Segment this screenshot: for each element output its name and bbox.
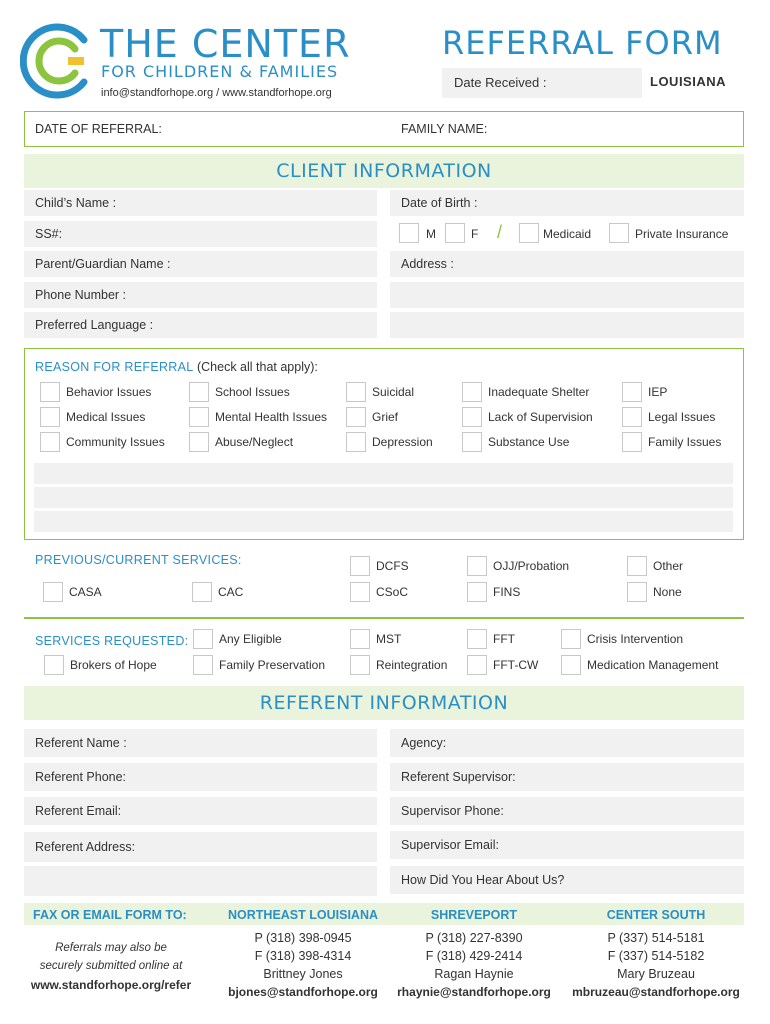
casa-label: CASA <box>69 585 102 599</box>
family-preservation-checkbox[interactable] <box>193 655 213 675</box>
abuse-neglect-checkbox[interactable] <box>189 432 209 452</box>
gender-slash: / <box>497 222 503 242</box>
cac-label: CAC <box>218 585 244 599</box>
office-name: CENTER SOUTH <box>606 908 706 922</box>
office-email[interactable]: mbruzeau@standforhope.org <box>572 985 740 999</box>
family-name-field[interactable]: FAMILY NAME: <box>401 122 488 136</box>
referent-email-field[interactable]: Referent Email: <box>24 797 377 825</box>
other-checkbox[interactable] <box>627 556 647 576</box>
contact-line: info@standforhope.org / www.standforhope.org <box>101 87 332 99</box>
services-requested-label: SERVICES REQUESTED: <box>35 634 189 648</box>
any-eligible-checkbox[interactable] <box>193 629 213 649</box>
brokers-of-hope-label: Brokers of Hope <box>70 658 157 672</box>
dcfs-label: DCFS <box>376 559 409 573</box>
female-checkbox[interactable] <box>445 223 465 243</box>
logo-subtitle: FOR CHILDREN & FAMILIES <box>101 62 339 81</box>
iep-checkbox[interactable] <box>622 382 642 402</box>
grief-checkbox[interactable] <box>346 407 366 427</box>
reason-note: (Check all that apply): <box>193 360 318 374</box>
crisis-intervention-label: Crisis Intervention <box>587 632 684 646</box>
supervisor-email-field[interactable]: Supervisor Email: <box>390 831 744 859</box>
section-divider <box>24 617 744 619</box>
client-info-heading: CLIENT INFORMATION <box>24 154 744 188</box>
behavior-issues-label: Behavior Issues <box>66 385 152 399</box>
inadequate-shelter-checkbox[interactable] <box>462 382 482 402</box>
online-note: Referrals may also be <box>55 942 167 954</box>
depression-checkbox[interactable] <box>346 432 366 452</box>
medication-management-label: Medication Management <box>587 658 719 672</box>
medical-issues-label: Medical Issues <box>66 410 146 424</box>
fft-label: FFT <box>493 632 515 646</box>
community-issues-label: Community Issues <box>66 435 165 449</box>
family-preservation-label: Family Preservation <box>219 658 326 672</box>
csoc-label: CSoC <box>376 585 409 599</box>
lack-of-supervision-checkbox[interactable] <box>462 407 482 427</box>
childs-name-field[interactable]: Child’s Name : <box>24 190 377 216</box>
inadequate-shelter-label: Inadequate Shelter <box>488 385 590 399</box>
fins-label: FINS <box>493 585 521 599</box>
fins-checkbox[interactable] <box>467 582 487 602</box>
legal-issues-checkbox[interactable] <box>622 407 642 427</box>
reason-title: REASON FOR REFERRAL <box>35 360 194 374</box>
other-label: Other <box>653 559 684 573</box>
ojj-probation-label: OJJ/Probation <box>493 559 570 573</box>
school-issues-checkbox[interactable] <box>189 382 209 402</box>
office-contact: Brittney Jones <box>263 967 343 981</box>
reason-notes-line[interactable] <box>34 487 733 508</box>
office-fax: F (318) 429-2414 <box>425 949 523 963</box>
legal-issues-label: Legal Issues <box>648 410 716 424</box>
substance-use-label: Substance Use <box>488 435 570 449</box>
lack-of-supervision-label: Lack of Supervision <box>488 410 593 424</box>
private-insurance-label: Private Insurance <box>635 227 729 241</box>
office-name: NORTHEAST LOUISIANA <box>228 908 378 922</box>
dcfs-checkbox[interactable] <box>350 556 370 576</box>
address-field[interactable]: Address : <box>390 251 744 277</box>
csoc-checkbox[interactable] <box>350 582 370 602</box>
office-fax: F (318) 398-4314 <box>254 949 352 963</box>
medicaid-label: Medicaid <box>543 227 592 241</box>
logo-title: THE CENTER <box>100 22 351 66</box>
substance-use-checkbox[interactable] <box>462 432 482 452</box>
school-issues-label: School Issues <box>215 385 290 399</box>
fax-heading: FAX OR EMAIL FORM TO: <box>33 908 187 922</box>
reason-notes-line[interactable] <box>34 511 733 532</box>
office-contact: Mary Bruzeau <box>617 967 695 981</box>
mst-label: MST <box>376 632 402 646</box>
fft-cw-checkbox[interactable] <box>467 655 487 675</box>
ssn-field[interactable]: SS#: <box>24 221 377 247</box>
office-phone: P (318) 227-8390 <box>425 931 523 945</box>
referent-address-field[interactable]: Referent Address: <box>24 832 377 862</box>
address-line-3[interactable] <box>390 312 744 338</box>
grief-label: Grief <box>372 410 399 424</box>
online-note: securely submitted online at <box>39 960 183 972</box>
reason-label <box>35 360 318 374</box>
none-checkbox[interactable] <box>627 582 647 602</box>
referent-supervisor-field[interactable]: Referent Supervisor: <box>390 763 744 791</box>
suicidal-label: Suicidal <box>372 385 415 399</box>
form-title: REFERRAL FORM <box>442 24 723 62</box>
referent-phone-field[interactable]: Referent Phone: <box>24 763 377 791</box>
how-heard-field[interactable]: How Did You Hear About Us? <box>390 866 744 894</box>
mental-health-issues-label: Mental Health Issues <box>215 410 328 424</box>
referent-name-field[interactable]: Referent Name : <box>24 729 377 757</box>
mental-health-issues-checkbox[interactable] <box>189 407 209 427</box>
depression-label: Depression <box>372 435 433 449</box>
medication-management-checkbox[interactable] <box>561 655 581 675</box>
dob-field[interactable]: Date of Birth : <box>390 190 744 216</box>
reason-notes-line[interactable] <box>34 463 733 484</box>
office-email[interactable]: bjones@standforhope.org <box>228 985 378 999</box>
reintegration-label: Reintegration <box>376 658 448 672</box>
fft-checkbox[interactable] <box>467 629 487 649</box>
casa-checkbox[interactable] <box>43 582 63 602</box>
guardian-name-field[interactable]: Parent/Guardian Name : <box>24 251 377 277</box>
suicidal-checkbox[interactable] <box>346 382 366 402</box>
preferred-language-field[interactable]: Preferred Language : <box>24 312 377 338</box>
behavior-issues-checkbox[interactable] <box>40 382 60 402</box>
supervisor-phone-field[interactable]: Supervisor Phone: <box>390 797 744 825</box>
office-phone: P (337) 514-5181 <box>607 931 705 945</box>
referent-address-line-2[interactable] <box>24 866 377 896</box>
referent-info-heading: REFERENT INFORMATION <box>24 686 744 720</box>
prev-services-label: PREVIOUS/CURRENT SERVICES: <box>35 553 242 567</box>
female-label: F <box>471 227 479 241</box>
online-url-link[interactable]: www.standforhope.org/refer <box>30 978 192 992</box>
reintegration-checkbox[interactable] <box>350 655 370 675</box>
ojj-probation-checkbox[interactable] <box>467 556 487 576</box>
date-of-referral-field[interactable]: DATE OF REFERRAL: <box>35 122 162 136</box>
brokers-of-hope-checkbox[interactable] <box>44 655 64 675</box>
phone-number-field[interactable]: Phone Number : <box>24 282 377 308</box>
office-fax: F (337) 514-5182 <box>607 949 705 963</box>
office-phone: P (318) 398-0945 <box>254 931 352 945</box>
medicaid-checkbox[interactable] <box>519 223 539 243</box>
address-line-2[interactable] <box>390 282 744 308</box>
male-checkbox[interactable] <box>399 223 419 243</box>
medical-issues-checkbox[interactable] <box>40 407 60 427</box>
agency-field[interactable]: Agency: <box>390 729 744 757</box>
community-issues-checkbox[interactable] <box>40 432 60 452</box>
none-label: None <box>653 585 682 599</box>
iep-label: IEP <box>648 385 668 399</box>
abuse-neglect-label: Abuse/Neglect <box>215 435 294 449</box>
any-eligible-label: Any Eligible <box>219 632 282 646</box>
male-label: M <box>426 227 436 241</box>
state-label: LOUISIANA <box>650 74 726 89</box>
private-insurance-checkbox[interactable] <box>609 223 629 243</box>
office-email[interactable]: rhaynie@standforhope.org <box>397 985 551 999</box>
center-logo-icon <box>20 22 98 100</box>
fft-cw-label: FFT-CW <box>493 658 539 672</box>
office-name: SHREVEPORT <box>430 908 518 922</box>
mst-checkbox[interactable] <box>350 629 370 649</box>
cac-checkbox[interactable] <box>192 582 212 602</box>
family-issues-checkbox[interactable] <box>622 432 642 452</box>
office-contact: Ragan Haynie <box>434 967 514 981</box>
crisis-intervention-checkbox[interactable] <box>561 629 581 649</box>
date-received-field[interactable]: Date Received : <box>442 68 642 98</box>
family-issues-label: Family Issues <box>648 435 722 449</box>
